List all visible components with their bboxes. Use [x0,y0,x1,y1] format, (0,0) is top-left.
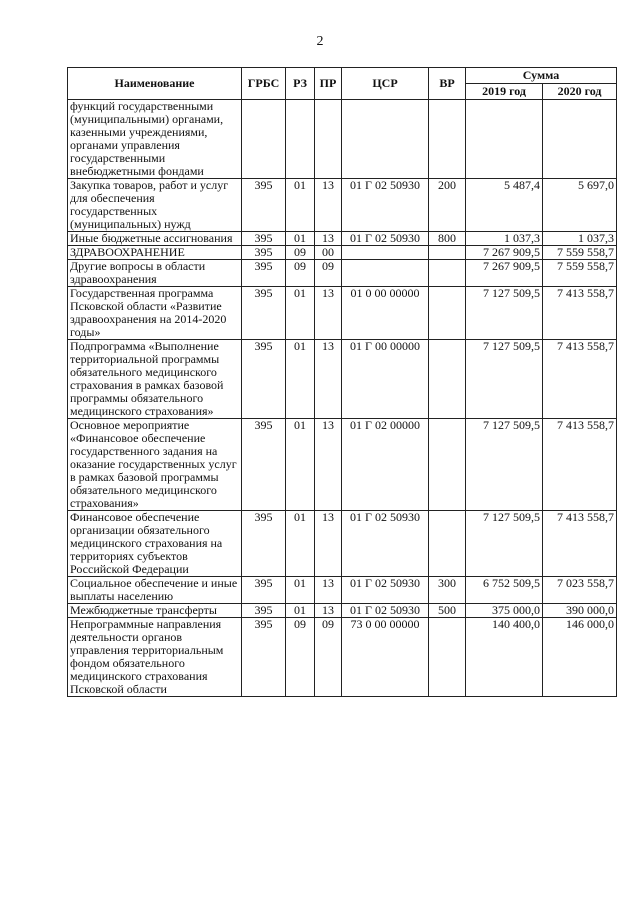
header-name: Наименование [68,68,242,100]
header-vr: ВР [429,68,466,100]
table-row [68,577,617,604]
row-vr [429,246,466,260]
table-row [68,100,617,179]
row-pr: 09 [315,618,342,697]
row-2019: 1 037,3 [466,232,543,246]
row-grbs: 395 [242,246,286,260]
row-2020 [543,100,617,179]
row-name: Финансовое обеспечение организации обязательного медицинского страхования на территориях субъектов Российской Федерации [68,511,242,577]
row-csr: 01 Г 00 00000 [342,340,429,419]
row-2019: 7 267 909,5 [466,260,543,287]
row-name: Социальное обеспечение и иные выплаты населению [68,577,242,604]
row-2020: 7 559 558,7 [543,260,617,287]
row-name: Закупка товаров, работ и услуг для обеспечения государственных (муниципальных) нужд [68,179,242,232]
row-name: Непрограммные направления деятельности органов управления территориальным фондом обязательного медицинского страхования Псковской области [68,618,242,697]
row-vr [429,340,466,419]
row-vr: 500 [429,604,466,618]
row-name: Государственная программа Псковской области «Развитие здравоохранения на 2014-2020 годы» [68,287,242,340]
row-name: Подпрограмма «Выполнение территориальной программы обязательного медицинского страхования в рамках базовой программы обязательного медицинского страхования» [68,340,242,419]
row-2020: 5 697,0 [543,179,617,232]
row-2020: 7 413 558,7 [543,340,617,419]
row-2020: 7 413 558,7 [543,511,617,577]
table-row [68,179,617,232]
row-grbs: 395 [242,618,286,697]
row-csr: 01 Г 02 50930 [342,577,429,604]
table-row [68,419,617,511]
row-rz: 01 [286,419,315,511]
row-grbs: 395 [242,260,286,287]
row-name: Иные бюджетные ассигнования [68,232,242,246]
row-2019 [466,100,543,179]
row-2019: 375 000,0 [466,604,543,618]
header-year-2020: 2020 год [543,84,617,100]
row-vr: 300 [429,577,466,604]
row-vr [429,511,466,577]
row-csr: 01 Г 02 50930 [342,232,429,246]
row-grbs: 395 [242,419,286,511]
row-rz: 01 [286,287,315,340]
page-number: 2 [316,34,324,49]
row-pr: 13 [315,419,342,511]
row-csr: 01 Г 02 50930 [342,604,429,618]
row-vr [429,260,466,287]
row-grbs: 395 [242,232,286,246]
table-row [68,511,617,577]
row-grbs: 395 [242,287,286,340]
row-vr [429,419,466,511]
row-name: Другие вопросы в области здравоохранения [68,260,242,287]
header-rz: РЗ [286,68,315,100]
row-rz: 09 [286,618,315,697]
row-2019: 7 127 509,5 [466,287,543,340]
row-rz [286,100,315,179]
header-sum: Сумма [466,68,617,84]
row-name: Основное мероприятие «Финансовое обеспечение государственного задания на оказание государственных услуг в рамках базовой программы обязательного медицинского страхования» [68,419,242,511]
row-pr: 00 [315,246,342,260]
row-grbs: 395 [242,179,286,232]
row-csr: 01 Г 02 00000 [342,419,429,511]
row-2020: 7 023 558,7 [543,577,617,604]
table-row [68,618,617,697]
row-csr: 01 Г 02 50930 [342,511,429,577]
row-2019: 7 127 509,5 [466,511,543,577]
row-2020: 1 037,3 [543,232,617,246]
row-2019: 7 127 509,5 [466,419,543,511]
table-row [68,340,617,419]
table-row [68,604,617,618]
row-grbs [242,100,286,179]
row-2019: 6 752 509,5 [466,577,543,604]
row-pr [315,100,342,179]
row-pr: 13 [315,287,342,340]
row-rz: 01 [286,604,315,618]
row-rz: 01 [286,340,315,419]
row-rz: 01 [286,232,315,246]
row-2020: 7 413 558,7 [543,419,617,511]
header-grbs: ГРБС [242,68,286,100]
row-grbs: 395 [242,604,286,618]
row-pr: 13 [315,577,342,604]
table-row [68,287,617,340]
row-2019: 7 267 909,5 [466,246,543,260]
row-name: Межбюджетные трансферты [68,604,242,618]
row-csr: 73 0 00 00000 [342,618,429,697]
budget-table [67,67,617,697]
row-rz: 09 [286,246,315,260]
row-vr [429,618,466,697]
row-csr: 01 0 00 00000 [342,287,429,340]
table-row [68,232,617,246]
row-vr: 800 [429,232,466,246]
row-2020: 7 413 558,7 [543,287,617,340]
header-year-2019: 2019 год [466,84,543,100]
row-csr: 01 Г 02 50930 [342,179,429,232]
row-rz: 01 [286,179,315,232]
row-2020: 146 000,0 [543,618,617,697]
row-rz: 01 [286,511,315,577]
row-pr: 13 [315,232,342,246]
row-pr: 09 [315,260,342,287]
row-2019: 5 487,4 [466,179,543,232]
row-pr: 13 [315,511,342,577]
row-rz: 01 [286,577,315,604]
row-grbs: 395 [242,577,286,604]
row-pr: 13 [315,604,342,618]
row-pr: 13 [315,179,342,232]
row-2020: 7 559 558,7 [543,246,617,260]
row-grbs: 395 [242,340,286,419]
row-name: функций государственными (муниципальными) органами, казенными учреждениями, органами управления государственными внебюджетными фондами [68,100,242,179]
row-name: ЗДРАВООХРАНЕНИЕ [68,246,242,260]
row-csr [342,100,429,179]
row-csr [342,260,429,287]
row-grbs: 395 [242,511,286,577]
row-csr [342,246,429,260]
row-vr [429,287,466,340]
row-2019: 7 127 509,5 [466,340,543,419]
row-vr [429,100,466,179]
header-pr: ПР [315,68,342,100]
row-2019: 140 400,0 [466,618,543,697]
row-pr: 13 [315,340,342,419]
row-vr: 200 [429,179,466,232]
table-row [68,246,617,260]
table-row [68,260,617,287]
header-csr: ЦСР [342,68,429,100]
row-rz: 09 [286,260,315,287]
row-2020: 390 000,0 [543,604,617,618]
